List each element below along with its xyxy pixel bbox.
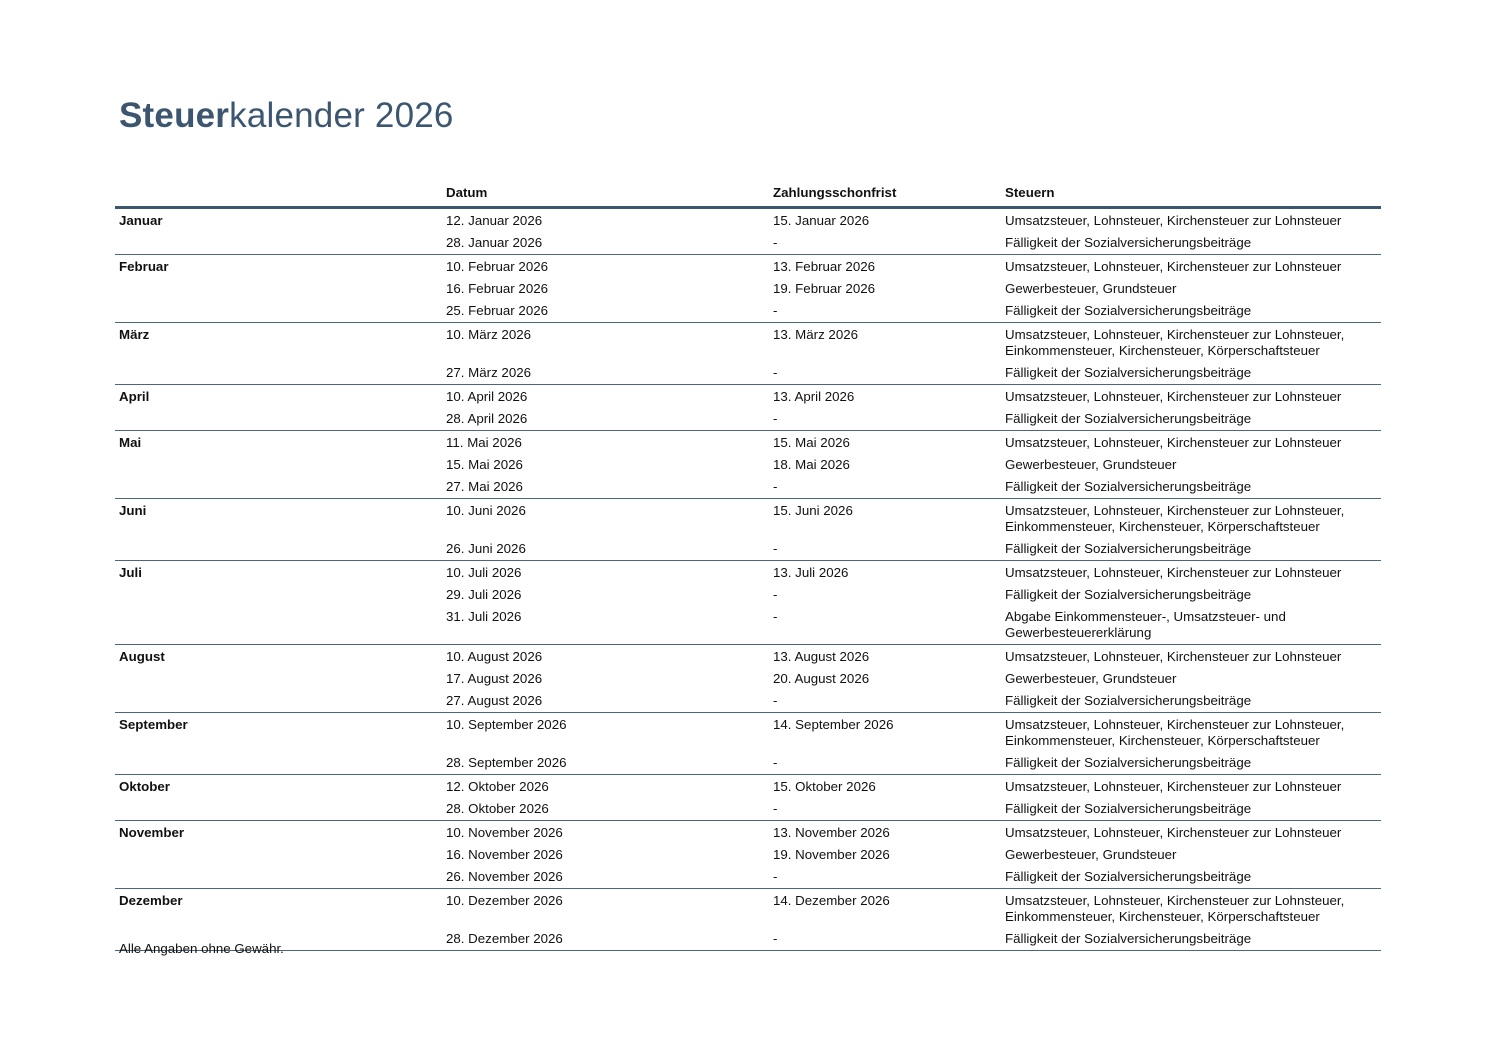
month-cell: August — [115, 645, 442, 669]
table-row — [115, 690, 1381, 713]
table-row — [115, 538, 1381, 561]
steuern-cell: Umsatzsteuer, Lohnsteuer, Kirchensteuer zur Lohnsteuer — [1001, 775, 1381, 799]
datum-cell: 11. Mai 2026 — [442, 431, 769, 455]
page-title-rest: kalender 2026 — [229, 96, 454, 135]
frist-cell: 13. August 2026 — [769, 645, 1001, 669]
frist-cell: - — [773, 541, 778, 556]
table-row — [115, 775, 1381, 799]
steuern-cell: Fälligkeit der Sozialversicherungsbeiträge — [1005, 303, 1252, 318]
frist-cell: - — [773, 235, 778, 250]
datum-cell: 26. Juni 2026 — [446, 541, 526, 556]
month-cell — [115, 844, 442, 866]
frist-cell: 13. Februar 2026 — [769, 255, 1001, 279]
frist-cell: 15. Oktober 2026 — [769, 775, 1001, 799]
steuern-cell: Umsatzsteuer, Lohnsteuer, Kirchensteuer zur Lohnsteuer — [1001, 385, 1381, 409]
steuern-cell: Fälligkeit der Sozialversicherungsbeiträge — [1005, 365, 1252, 380]
steuern-cell: Gewerbesteuer, Grundsteuer — [1005, 281, 1177, 296]
frist-cell: 13. Juli 2026 — [769, 561, 1001, 585]
header-zahlungsschonfrist: Zahlungsschonfrist — [769, 183, 1001, 208]
datum-cell: 28. Dezember 2026 — [442, 928, 769, 951]
datum-cell: 16. November 2026 — [446, 847, 563, 862]
datum-cell: 10. Dezember 2026 — [442, 889, 769, 929]
frist-cell: 15. Juni 2026 — [769, 499, 1001, 539]
month-cell: Oktober — [115, 775, 442, 799]
steuern-cell: Umsatzsteuer, Lohnsteuer, Kirchensteuer zur Lohnsteuer — [1001, 645, 1381, 669]
steuern-cell: Fälligkeit der Sozialversicherungsbeiträge — [1001, 928, 1381, 951]
datum-cell: 25. Februar 2026 — [446, 303, 549, 318]
table-row — [115, 645, 1381, 669]
frist-cell: - — [773, 479, 778, 494]
month-cell — [115, 232, 442, 255]
month-cell — [115, 866, 442, 889]
month-cell: März — [115, 323, 442, 363]
table-row — [115, 476, 1381, 499]
month-cell: Mai — [115, 431, 442, 455]
frist-cell: - — [773, 801, 778, 816]
table-row — [115, 408, 1381, 431]
frist-cell: 14. Dezember 2026 — [769, 889, 1001, 929]
month-cell — [115, 584, 442, 606]
page-title — [119, 96, 454, 136]
steuern-cell: Fälligkeit der Sozialversicherungsbeiträge — [1005, 411, 1252, 426]
month-cell — [115, 476, 442, 499]
month-cell — [115, 408, 442, 431]
month-cell — [115, 798, 442, 821]
steuern-cell: Fälligkeit der Sozialversicherungsbeiträge — [1005, 755, 1252, 770]
datum-cell: 10. März 2026 — [442, 323, 769, 363]
table-row — [115, 668, 1381, 690]
steuern-cell: Umsatzsteuer, Lohnsteuer, Kirchensteuer zur Lohnsteuer, Einkommensteuer, Kirchensteuer, Körperschaftsteuer — [1001, 713, 1381, 753]
table-header-row — [115, 183, 1381, 208]
table-row — [115, 889, 1381, 929]
frist-cell: - — [773, 411, 778, 426]
month-cell: Dezember — [115, 889, 442, 929]
datum-cell: 10. Juli 2026 — [442, 561, 769, 585]
month-cell — [115, 606, 442, 645]
datum-cell: 28. Oktober 2026 — [446, 801, 549, 816]
header-datum: Datum — [442, 183, 769, 208]
header-month — [115, 183, 442, 208]
tax-calendar-table — [115, 183, 1381, 951]
month-cell: Juli — [115, 561, 442, 585]
month-cell — [115, 668, 442, 690]
month-cell — [115, 362, 442, 385]
datum-cell: 16. Februar 2026 — [446, 281, 549, 296]
table-row — [115, 752, 1381, 775]
steuern-cell: Umsatzsteuer, Lohnsteuer, Kirchensteuer zur Lohnsteuer — [1005, 213, 1342, 228]
steuern-cell: Fälligkeit der Sozialversicherungsbeiträge — [1005, 587, 1252, 602]
frist-cell: - — [773, 755, 778, 770]
table-row — [115, 232, 1381, 255]
datum-cell: 29. Juli 2026 — [446, 587, 522, 602]
table-row — [115, 323, 1381, 363]
header-steuern: Steuern — [1001, 183, 1381, 208]
table-row — [115, 362, 1381, 385]
datum-cell: 26. November 2026 — [446, 869, 563, 884]
datum-cell: 10. Februar 2026 — [442, 255, 769, 279]
frist-cell: 20. August 2026 — [773, 671, 870, 686]
page-title-bold: Steuer — [119, 96, 230, 135]
steuern-cell: Umsatzsteuer, Lohnsteuer, Kirchensteuer zur Lohnsteuer — [1001, 255, 1381, 279]
datum-cell: 17. August 2026 — [446, 671, 543, 686]
datum-cell: 27. März 2026 — [446, 365, 532, 380]
steuern-cell: Fälligkeit der Sozialversicherungsbeiträge — [1005, 235, 1252, 250]
table-row — [115, 561, 1381, 585]
steuern-cell: Fälligkeit der Sozialversicherungsbeiträge — [1005, 869, 1252, 884]
steuern-cell: Gewerbesteuer, Grundsteuer — [1005, 671, 1177, 686]
steuern-cell: Fälligkeit der Sozialversicherungsbeiträge — [1005, 693, 1252, 708]
datum-cell: 10. November 2026 — [442, 821, 769, 845]
table-row — [115, 606, 1381, 645]
month-cell — [115, 690, 442, 713]
datum-cell: 10. September 2026 — [442, 713, 769, 753]
table-row — [115, 499, 1381, 539]
frist-cell: 14. September 2026 — [769, 713, 1001, 753]
datum-cell: 28. April 2026 — [446, 411, 528, 426]
month-cell — [115, 300, 442, 323]
month-cell: September — [115, 713, 442, 753]
table-row — [115, 866, 1381, 889]
datum-cell: 28. September 2026 — [446, 755, 567, 770]
frist-cell: - — [773, 365, 778, 380]
steuern-cell: Umsatzsteuer, Lohnsteuer, Kirchensteuer zur Lohnsteuer, Einkommensteuer, Kirchensteuer, Körperschaftsteuer — [1001, 889, 1381, 929]
table-row — [115, 798, 1381, 821]
table-row — [115, 278, 1381, 300]
month-cell — [115, 278, 442, 300]
frist-cell: - — [769, 928, 1001, 951]
month-cell: April — [115, 385, 442, 409]
steuern-cell: Umsatzsteuer, Lohnsteuer, Kirchensteuer zur Lohnsteuer — [1001, 561, 1381, 585]
datum-cell: 27. Mai 2026 — [446, 479, 523, 494]
month-cell — [115, 752, 442, 775]
table-row — [115, 821, 1381, 845]
frist-cell: - — [773, 303, 778, 318]
datum-cell: 10. August 2026 — [442, 645, 769, 669]
table-row — [115, 844, 1381, 866]
datum-cell: 15. Mai 2026 — [446, 457, 523, 472]
month-cell: November — [115, 821, 442, 845]
steuern-cell: Umsatzsteuer, Lohnsteuer, Kirchensteuer zur Lohnsteuer — [1001, 431, 1381, 455]
table-row — [115, 300, 1381, 323]
steuern-cell: Fälligkeit der Sozialversicherungsbeiträge — [1005, 479, 1252, 494]
steuern-cell: Gewerbesteuer, Grundsteuer — [1005, 457, 1177, 472]
steuern-cell: Umsatzsteuer, Lohnsteuer, Kirchensteuer zur Lohnsteuer, Einkommensteuer, Kirchensteuer, Körperschaftsteuer — [1001, 323, 1381, 363]
table-row — [115, 454, 1381, 476]
table-body — [115, 208, 1381, 951]
month-cell: Februar — [115, 255, 442, 279]
frist-cell: 13. März 2026 — [769, 323, 1001, 363]
table-row — [115, 431, 1381, 455]
frist-cell: 13. April 2026 — [769, 385, 1001, 409]
steuern-cell: Abgabe Einkommensteuer-, Umsatzsteuer- und Gewerbesteuererklärung — [1005, 609, 1286, 640]
frist-cell: - — [773, 693, 778, 708]
frist-cell: 15. Januar 2026 — [773, 213, 870, 228]
month-cell: Juni — [115, 499, 442, 539]
datum-cell: 31. Juli 2026 — [446, 609, 522, 624]
table-row — [115, 584, 1381, 606]
frist-cell: - — [773, 587, 778, 602]
frist-cell: 19. November 2026 — [773, 847, 890, 862]
table-row — [115, 208, 1381, 233]
datum-cell: 10. Juni 2026 — [442, 499, 769, 539]
datum-cell: 28. Januar 2026 — [446, 235, 543, 250]
frist-cell: 13. November 2026 — [769, 821, 1001, 845]
datum-cell: 27. August 2026 — [446, 693, 543, 708]
frist-cell: - — [773, 609, 778, 624]
steuern-cell: Umsatzsteuer, Lohnsteuer, Kirchensteuer zur Lohnsteuer — [1001, 821, 1381, 845]
disclaimer: Alle Angaben ohne Gewähr. — [119, 941, 284, 956]
table-row — [115, 713, 1381, 753]
frist-cell: 18. Mai 2026 — [773, 457, 850, 472]
month-cell — [115, 454, 442, 476]
month-cell: Januar — [119, 213, 163, 228]
table-row — [115, 255, 1381, 279]
frist-cell: 19. Februar 2026 — [773, 281, 876, 296]
steuern-cell: Fälligkeit der Sozialversicherungsbeiträge — [1005, 541, 1252, 556]
frist-cell: 15. Mai 2026 — [769, 431, 1001, 455]
month-cell — [115, 538, 442, 561]
datum-cell: 10. April 2026 — [442, 385, 769, 409]
datum-cell: 12. Januar 2026 — [446, 213, 543, 228]
datum-cell: 12. Oktober 2026 — [442, 775, 769, 799]
steuern-cell: Umsatzsteuer, Lohnsteuer, Kirchensteuer zur Lohnsteuer, Einkommensteuer, Kirchensteuer, Körperschaftsteuer — [1001, 499, 1381, 539]
steuern-cell: Fälligkeit der Sozialversicherungsbeiträge — [1005, 801, 1252, 816]
frist-cell: - — [773, 869, 778, 884]
steuern-cell: Gewerbesteuer, Grundsteuer — [1005, 847, 1177, 862]
table-row — [115, 928, 1381, 951]
table-row — [115, 385, 1381, 409]
